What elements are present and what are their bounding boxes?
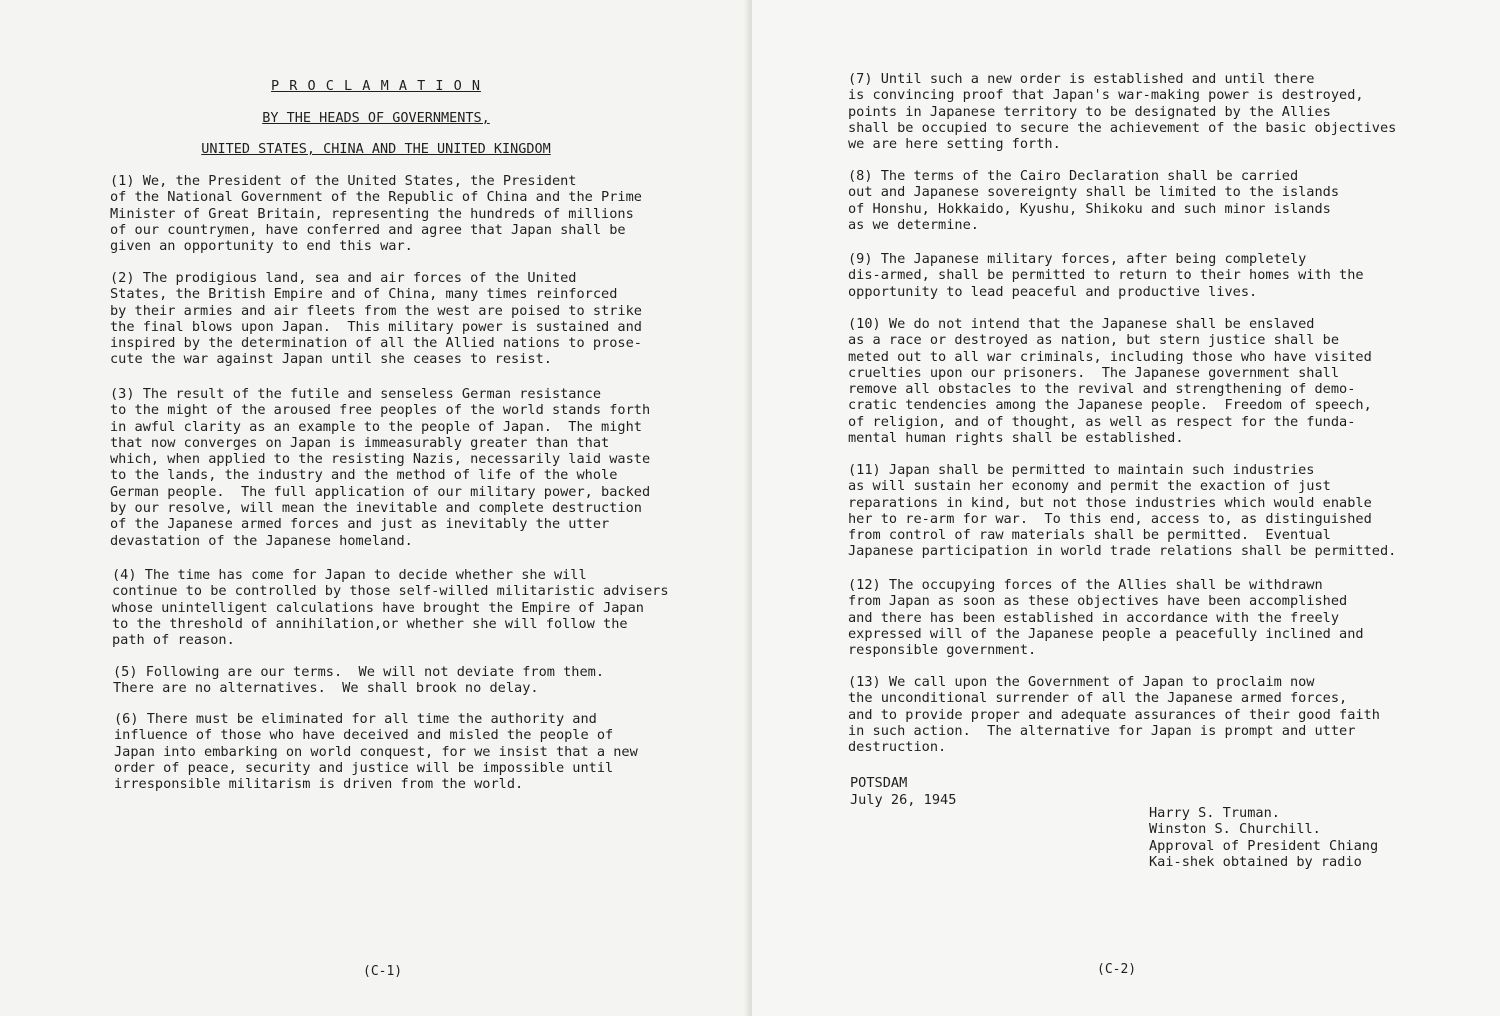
page-c2 <box>752 0 1500 1016</box>
signatures: Harry S. Truman. Winston S. Churchill. Approval of President Chiang Kai-shek obtained by radio <box>1149 805 1379 870</box>
page-number: (C-1) <box>363 964 403 979</box>
paragraph-7: (7) Until such a new order is established and until there is convincing proof that Japan's war-making power is destroyed, points in Japanese territory to be designated by the Allies shall be occupied to secure the achievement of the basic objectives we are here setting forth. <box>848 71 1397 153</box>
page-number: (C-2) <box>1097 962 1137 977</box>
paragraph-3: (3) The result of the futile and senseless German resistance to the might of the aroused free peoples of the world stands forth in awful clarity as an example to the people of Japan. The might that now converges on Japan is immeasurably greater than that which, when applied to the resisting Nazis, necessarily laid waste to the lands, the industry and the method of life of the whole German people. The full application of our military power, backed by our resolve, will mean the inevitable and complete destruction of the Japanese armed forces and just as inevitably the utter devastation of the Japanese homeland. <box>110 386 651 549</box>
parties-subtitle: UNITED STATES, CHINA AND THE UNITED KINGDOM <box>201 141 551 157</box>
paragraph-9: (9) The Japanese military forces, after being completely dis-armed, shall be permitted to return to their homes with the opportunity to lead peaceful and productive lives. <box>848 251 1364 300</box>
paragraph-13: (13) We call upon the Government of Japan to proclaim now the unconditional surrender of all the Japanese armed forces, and to provide proper and adequate assurances of their good faith in such action. The alternative for Japan is prompt and utter destruction. <box>848 674 1380 756</box>
heads-of-governments-subtitle: BY THE HEADS OF GOVERNMENTS, <box>262 110 490 126</box>
proclamation-title: P R O C L A M A T I O N <box>271 78 481 94</box>
date: July 26, 1945 <box>850 792 957 808</box>
place: POTSDAM <box>850 775 908 791</box>
paragraph-1: (1) We, the President of the United States, the President of the National Government of the Republic of China and the Prime Minister of Great Britain, representing the hundreds of millions of our countrymen, have conferred and agree that Japan shall be given an opportunity to end this war. <box>110 173 642 255</box>
paragraph-4: (4) The time has come for Japan to decide whether she will continue to be controlled by those self-willed militaristic advisers whose unintelligent calculations have brought the Empire of Japan to the threshold of annihilation,or whether she will follow the path of reason. <box>112 567 669 649</box>
paragraph-5: (5) Following are our terms. We will not deviate from them. There are no alternatives. We shall brook no delay. <box>113 664 605 697</box>
paragraph-6: (6) There must be eliminated for all time the authority and influence of those who have deceived and misled the people of Japan into embarking on world conquest, for we insist that a new order of peace, security and justice will be impossible until irresponsible militarism is driven from the world. <box>114 711 638 793</box>
paragraph-8: (8) The terms of the Cairo Declaration shall be carried out and Japanese sovereignty shall be limited to the islands of Honshu, Hokkaido, Kyushu, Shikoku and such minor islands as we determine. <box>848 168 1340 233</box>
paragraph-12: (12) The occupying forces of the Allies shall be withdrawn from Japan as soon as these objectives have been accomplished and there has been established in accordance with the freely expressed will of the Japanese people a peacefully inclined and responsible government. <box>848 577 1364 659</box>
paragraph-10: (10) We do not intend that the Japanese shall be enslaved as a race or destroyed as nation, but stern justice shall be meted out to all war criminals, including those who have visited cruelties upon our prisoners. The Japanese government shall remove all obstacles to the revival and strengthening of demo- cratic tendencies among the Japanese people. Freedom of speech, of religion, and of thought, as well as respect for the funda- mental human rights shall be established. <box>848 316 1372 447</box>
paragraph-2: (2) The prodigious land, sea and air forces of the United States, the British Empire and of China, many times reinforced by their armies and air fleets from the west are poised to strike the final blows upon Japan. This military power is sustained and inspired by the determination of all the Allied nations to prose- cute the war against Japan until she ceases to resist. <box>110 270 642 368</box>
paragraph-11: (11) Japan shall be permitted to maintain such industries as will sustain her economy and permit the exaction of just reparations in kind, but not those industries which would enable her to re-arm for war. To this end, access to, as distinguished from control of raw materials shall be permitted. Eventual Japanese participation in world trade relations shall be permitted. <box>848 462 1397 560</box>
